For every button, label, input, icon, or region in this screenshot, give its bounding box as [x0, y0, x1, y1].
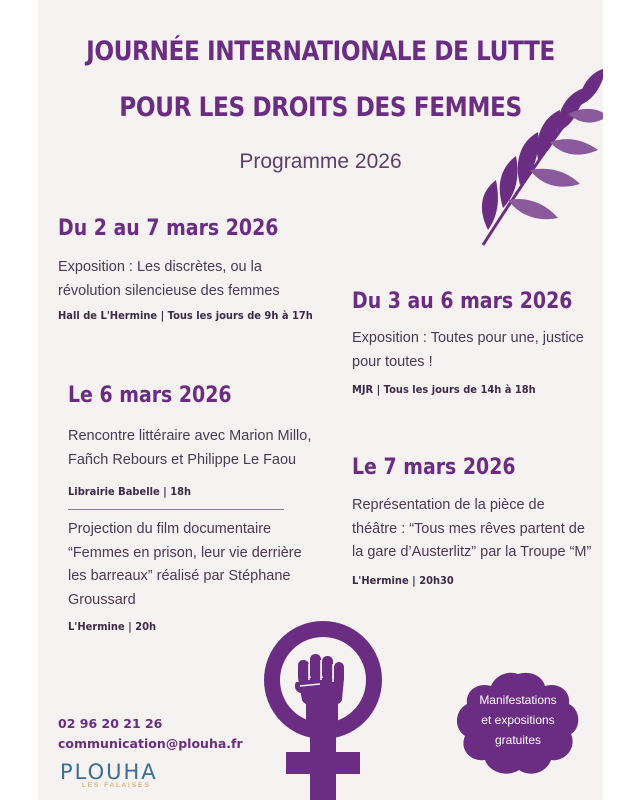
plouha-logo-tagline: LES FALAISES [82, 782, 151, 789]
event-date: Du 2 au 7 mars 2026 [58, 216, 279, 241]
event-date: Le 6 mars 2026 [68, 383, 232, 408]
badge-line: Manifestations [479, 693, 557, 707]
desc-line: Exposition : Toutes pour une, justice [352, 330, 584, 346]
poster [38, 0, 603, 800]
event-date: Du 3 au 6 mars 2026 [352, 289, 573, 314]
title-line-2: POUR LES DROITS DES FEMMES [119, 92, 522, 123]
desc-line: Groussard [68, 591, 136, 608]
desc-line: les barreaux” réalisé par Stéphane [68, 568, 291, 584]
event-description [68, 518, 302, 612]
desc-line: théâtre : “Tous mes rêves partent de [352, 520, 585, 537]
event-description [352, 327, 584, 374]
event-location: L'Hermine | 20h30 [352, 574, 454, 587]
desc-line: Rencontre littéraire avec Marion Millo, [68, 428, 312, 444]
divider [68, 509, 284, 510]
free-events-badge [458, 690, 578, 750]
event-location: Hall de L'Hermine | Tous les jours de 9h à 17h [58, 309, 313, 322]
badge-line: gratuites [494, 733, 542, 747]
plouha-logo: PLOUHA [60, 760, 158, 784]
phone-number: 02 96 20 21 26 [58, 716, 163, 731]
desc-line: Exposition : Les discrètes, ou la [58, 259, 262, 275]
event-location: MJR | Tous les jours de 14h à 18h [352, 383, 536, 396]
subtitle: Programme 2026 [239, 150, 402, 173]
desc-line: Projection du film documentaire [68, 521, 272, 537]
event-description [58, 256, 280, 303]
desc-line: “Femmes en prison, leur vie derrière [68, 544, 302, 561]
badge-line: et expositions [481, 713, 555, 727]
desc-line: Fañch Rebours et Philippe Le Faou [68, 451, 297, 468]
event-date: Le 7 mars 2026 [352, 455, 516, 480]
email-link[interactable]: communication@plouha.fr [58, 736, 243, 751]
desc-line: révolution silencieuse des femmes [58, 282, 280, 299]
event-description [68, 425, 311, 472]
event-description [352, 494, 591, 565]
feminist-fist-symbol-icon [248, 620, 398, 800]
desc-line: Représentation de la pièce de [352, 497, 545, 513]
desc-line: pour toutes ! [352, 353, 433, 370]
title-line-1: JOURNÉE INTERNATIONALE DE LUTTE [86, 36, 555, 67]
event-location: Librairie Babelle | 18h [68, 485, 192, 498]
event-location: L'Hermine | 20h [68, 620, 157, 633]
desc-line: la gare d’Austerlitz” par la Troupe “M” [352, 544, 592, 560]
